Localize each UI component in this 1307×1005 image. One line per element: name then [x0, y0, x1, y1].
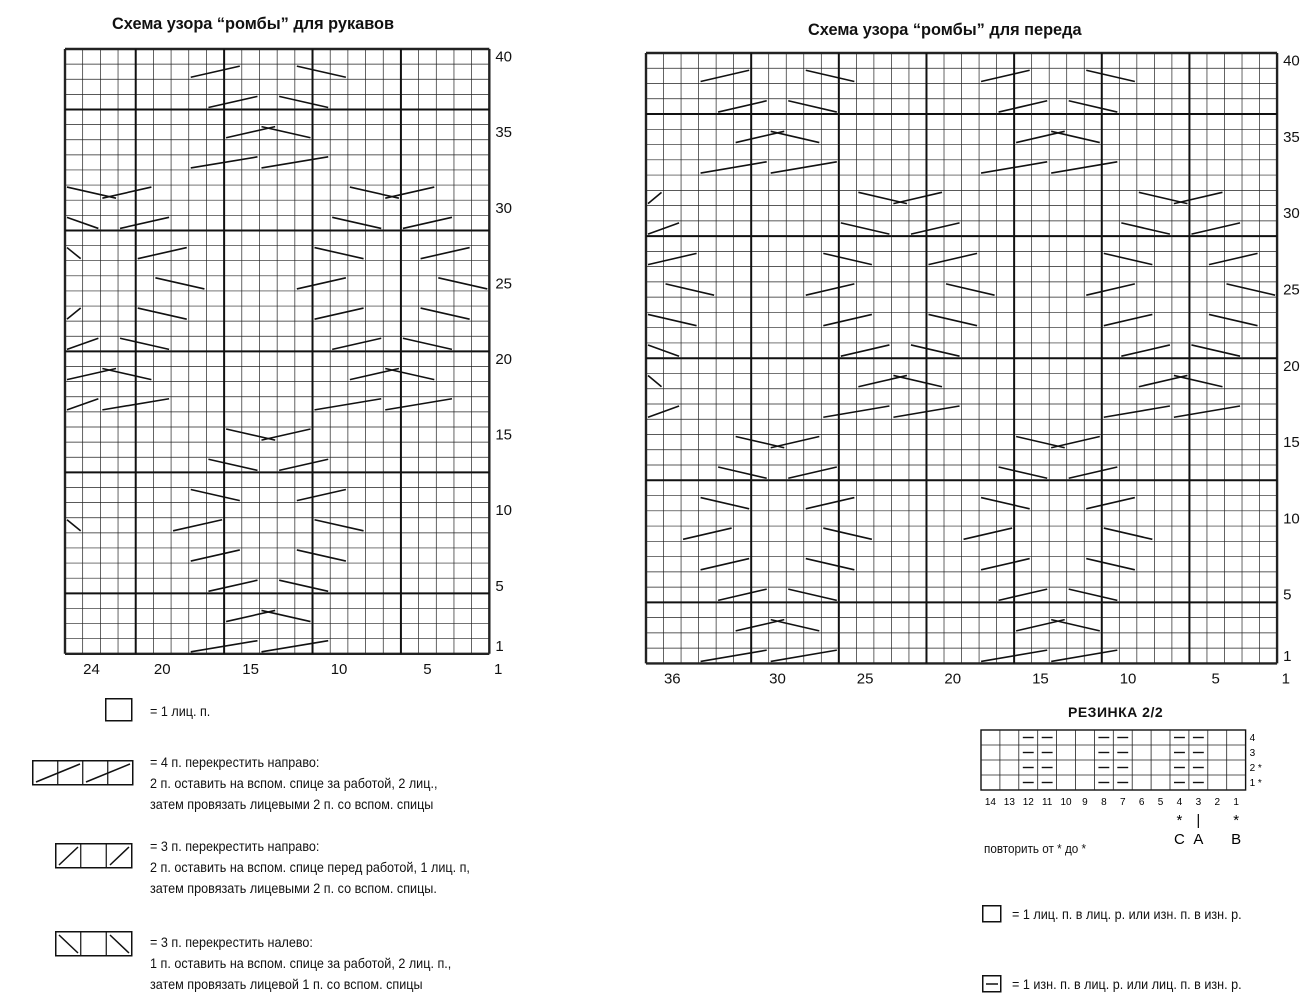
rib-col-label: 10 [1060, 797, 1072, 808]
rib-purl-symbol [982, 975, 1002, 993]
front_chart-row-label: 15 [1283, 434, 1300, 452]
sleeve_chart-row-label: 5 [495, 577, 504, 595]
cross-3-right-symbol [55, 843, 133, 869]
legend-knit-text: = 1 лиц. п. [150, 703, 211, 719]
rib-row-label: 4 [1249, 733, 1256, 744]
front_chart-col-label: 25 [856, 670, 874, 688]
rib-col-label: 3 [1195, 797, 1202, 808]
sleeve_chart-col-label: 1 [493, 660, 503, 678]
front_chart-row-label: 1 [1283, 647, 1292, 665]
front_chart-row-label: 5 [1283, 586, 1292, 604]
rib-marker: * [1176, 812, 1183, 829]
sleeve-chart-title: Схема узора “ромбы” для рукавов [112, 14, 395, 33]
legend-cross3-right-text [150, 836, 470, 899]
legend-cross4-line-1: = 4 п. перекрестить направо: [150, 754, 320, 770]
front_chart-col-label: 1 [1281, 670, 1291, 688]
front_chart-col-label: 36 [663, 670, 681, 688]
rib-row-label: 1 * [1249, 778, 1262, 789]
legend-cross3-right-line-3: затем провязать лицевыми 2 п. со вспом. спицы. [150, 880, 437, 896]
rib-col-label: 5 [1157, 797, 1164, 808]
sleeve_chart-col-label: 5 [423, 660, 432, 678]
sleeve_chart-col-label: 15 [242, 660, 259, 678]
front_chart-row-label: 30 [1283, 205, 1300, 223]
rib-col-label: 4 [1176, 797, 1183, 808]
legend-cross3-left-line-2: 1 п. оставить на вспом. спице за работой, 2 лиц. п., [150, 955, 452, 971]
rib-title: РЕЗИНКА 2/2 [1068, 704, 1164, 720]
rib-knit-symbol [982, 905, 1002, 923]
cross-3-left-symbol [55, 931, 133, 957]
rib-letter: B [1231, 831, 1242, 848]
front_chart-row-label: 35 [1283, 128, 1300, 146]
legend-cross4-line-2: 2 п. оставить на вспом. спице за работой, 2 лиц., [150, 775, 438, 791]
front_chart-col-label: 15 [1032, 670, 1049, 688]
sleeve_chart-row-label: 20 [495, 350, 513, 368]
rib-col-label: 1 [1233, 797, 1239, 808]
front_chart-col-label: 30 [769, 670, 786, 688]
front_chart-row-label: 40 [1283, 52, 1300, 70]
legend-cross4-text [150, 752, 437, 815]
front-chart-title: Схема узора “ромбы” для переда [808, 20, 1082, 39]
rib-col-label: 7 [1119, 797, 1126, 808]
cross-4-right-symbol [32, 760, 134, 786]
front_chart-col-label: 10 [1119, 670, 1137, 688]
front_chart-row-label: 20 [1283, 357, 1300, 375]
front_chart-col-label: 5 [1211, 670, 1220, 688]
sleeve_chart-row-label: 10 [495, 502, 513, 520]
sleeve_chart-row-label: 25 [495, 275, 513, 293]
front_chart-row-label: 10 [1283, 510, 1300, 528]
sleeve_chart-row-label: 1 [495, 638, 504, 656]
sleeve_chart-row-label: 15 [495, 426, 513, 444]
front_chart-row-label: 25 [1283, 281, 1300, 299]
rib-marker: | [1196, 812, 1201, 829]
sleeve-chart [50, 40, 530, 690]
rib-col-label: 13 [1003, 797, 1015, 808]
sleeve_chart-col-label: 24 [83, 660, 100, 678]
legend-cross3-left-line-3: затем провязать лицевой 1 п. со вспом. спицы [150, 976, 423, 992]
front_chart-col-label: 20 [944, 670, 962, 688]
front-chart [630, 44, 1307, 694]
rib-repeat-text: повторить от * до * [984, 841, 1087, 856]
rib-col-label: 8 [1101, 797, 1107, 808]
legend-cross3-right-line-1: = 3 п. перекрестить направо: [150, 838, 320, 854]
rib-letter: A [1193, 831, 1204, 848]
sleeve_chart-row-label: 35 [495, 124, 513, 142]
rib-row-label: 2 * [1249, 763, 1262, 774]
rib-letter: C [1174, 831, 1185, 848]
sleeve_chart-row-label: 40 [495, 48, 513, 66]
sleeve_chart-row-label: 30 [495, 199, 513, 217]
rib-col-label: 6 [1138, 797, 1145, 808]
legend-cross4-line-3: затем провязать лицевыми 2 п. со вспом. спицы [150, 796, 434, 812]
rib-col-label: 11 [1041, 797, 1053, 808]
rib-col-label: 14 [984, 797, 997, 808]
rib-legend-purl-text: = 1 изн. п. в лиц. р. или лиц. п. в изн. р. [1012, 976, 1242, 992]
sleeve_chart-col-label: 20 [153, 660, 171, 678]
rib-col-label: 2 [1214, 797, 1221, 808]
legend-cross3-right-line-2: 2 п. оставить на вспом. спице перед работой, 1 лиц. п, [150, 859, 470, 875]
rib-legend-knit-text: = 1 лиц. п. в лиц. р. или изн. п. в изн. р. [1012, 906, 1242, 922]
legend-cross3-left-line-1: = 3 п. перекрестить налево: [150, 934, 313, 950]
legend-cross3-left-text [150, 932, 451, 995]
knit-stitch-symbol [105, 698, 133, 722]
rib-col-label: 9 [1082, 797, 1088, 808]
sleeve_chart-col-label: 10 [330, 660, 348, 678]
rib-col-label: 12 [1022, 797, 1034, 808]
rib-marker: * [1233, 812, 1240, 829]
rib-row-label: 3 [1249, 748, 1256, 759]
